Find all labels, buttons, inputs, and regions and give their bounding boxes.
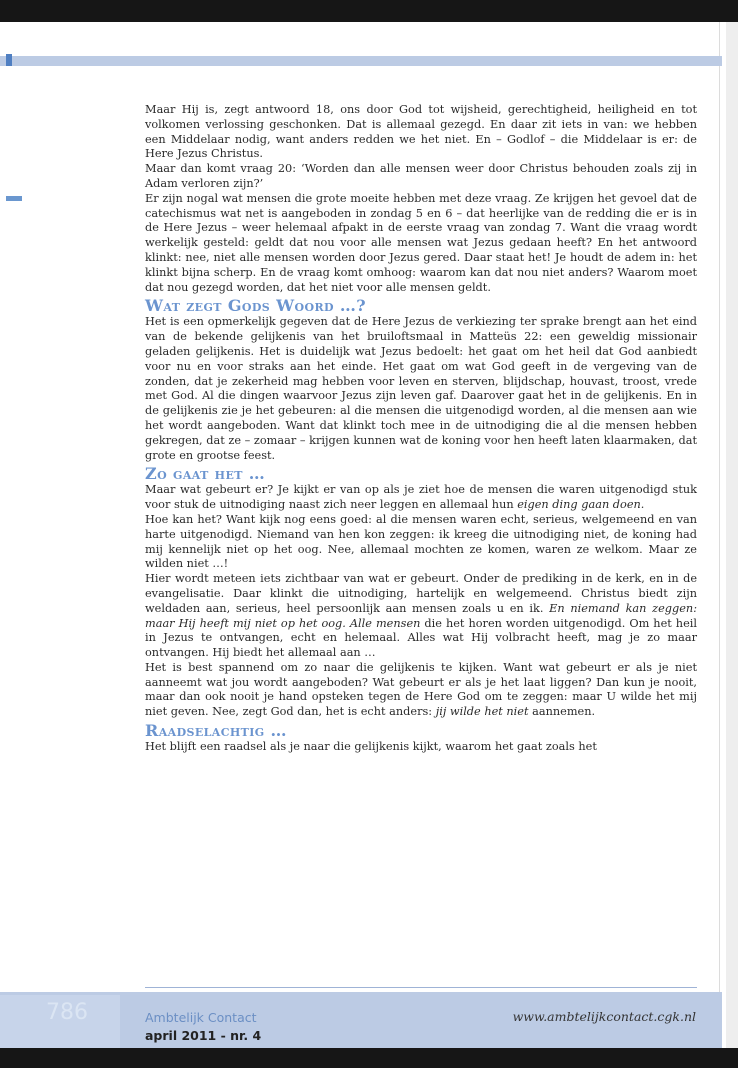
paragraph: Er zijn nogal wat mensen die grote moeite hebben met deze vraag. Ze krijgen het gevoel dat de catechismus wat net is aangeboden in zondag 5 en 6 – dat heerlijke van de redding die er is in de Here Jezus – weer helemaal afpakt in de eerste vraag van zondag 7. Want die vraag wordt werkelijk gesteld: geldt dat nou voor alle mensen wat Jezus gedaan heeft? En het antwoord klinkt: nee, niet alle mensen worden door Jezus gered. Daar staat het! Je houdt de adem in: het klinkt bijna scherp. En de vraag komt omhoog: waarom kan dat nou niet anders? Waarom moet dat nou gezegd worden, dat het niet voor alle mensen geldt. bbox=[145, 191, 697, 294]
paragraph: Het is een opmerkelijk gegeven dat de Here Jezus de verkiezing ter sprake brengt aan het eind van de bekende gelijkenis van het bruiloftsmaal in Matteüs 22: een geweldig missionair geladen gelijkenis. Het is duidelijk wat Jezus bedoelt: het gaat om het heil dat God aanbiedt voor nu en voor straks aan het einde. Het gaat om wat God geeft in de vergeving van de zonden, dat je zekerheid mag hebben voor leven en sterven, blijdschap, houvast, troost, vrede met God. Al die dingen waarvoor Jezus zijn leven gaf. Daarover gaat het in de gelijkenis. En in de gelijkenis zie je het gebeuren: al die mensen die uitgenodigd worden, al die mensen aan wie het wordt aangeboden. Want dat klinkt toch mee in de uitnodiging die al die mensen hebben gekregen, dat ze – zomaar – krijgen kunnen wat de koning voor hen heeft laten klaarmaken, dat grote en grootse feest. bbox=[145, 315, 697, 462]
paragraph-text: aannemen. bbox=[528, 705, 596, 719]
paragraph: Het blijft een raadsel als je naar die gelijkenis kijkt, waarom het gaat zoals het bbox=[145, 740, 597, 754]
emphasis-text: jij wilde het niet bbox=[435, 705, 529, 719]
page-number: 786 bbox=[46, 1000, 88, 1025]
paragraph: Maar Hij is, zegt antwoord 18, ons door God tot wijsheid, gerechtigheid, heiligheid en tot volkomen verlossing geschonken. Dat is allemaal gezegd. En daar zit iets in van: we hebben een Middelaar nodig, want anders redden we het niet. En – Godlof – die Middelaar is er: de Here Jezus Christus. bbox=[145, 103, 697, 161]
issue-info: april 2011 - nr. 4 bbox=[145, 1028, 262, 1043]
paragraph bbox=[145, 483, 697, 513]
scan-top-border bbox=[0, 0, 738, 22]
margin-marker bbox=[6, 196, 22, 201]
website-link[interactable]: www.ambtelijkcontact.cgk.nl bbox=[512, 1009, 696, 1024]
page-edge-line bbox=[719, 22, 720, 1048]
footer-masthead bbox=[145, 1009, 261, 1045]
section-heading: Zo gaat het … bbox=[145, 464, 266, 484]
section-heading: Wat zegt Gods Woord …? bbox=[145, 296, 367, 316]
article-column bbox=[145, 103, 697, 755]
scan-right-edge bbox=[726, 22, 738, 1048]
paragraph-text: die het horen worden uitgenodigd. Om het heil in Jezus te ontvangen, echt en helemaal. Alles wat Hij volbracht heeft, mag je zo maar ontvangen. Hij biedt het allemaal aan … bbox=[145, 616, 697, 660]
header-band-accent bbox=[6, 54, 12, 66]
paragraph-text: Maar wat gebeurt er? Je kijkt er van op als je ziet hoe de mensen die waren uitgenodigd stuk voor stuk de uitnodiging naast zich neer leggen en allemaal hun bbox=[145, 483, 697, 512]
scan-bottom-border bbox=[0, 1048, 738, 1068]
paragraph: Hoe kan het? Want kijk nog eens goed: al die mensen waren echt, serieus, welgemeend en van harte uitgenodigd. Niemand van hen kon zeggen: ik kreeg die uitnodiging niet, de koning had mij kennelijk niet op het oog. Nee, allemaal mochten ze komen, waren ze welkom. Maar ze wilden niet …! bbox=[145, 512, 697, 571]
paragraph bbox=[145, 661, 697, 720]
paragraph: Maar dan komt vraag 20: ‘Worden dan alle mensen weer door Christus behouden zoals zij in Adam verloren zijn?’ bbox=[145, 162, 697, 190]
paragraph-text: Het is best spannend om zo naar die gelijkenis te kijken. Want wat gebeurt er als je niet aanneemt wat jou wordt aangeboden? Wat gebeurt er als je het laat liggen? Dan kun je nooit, maar dan ook nooit je hand opsteken tegen de Here God om te zeggen: maar U wilde het mij niet geven. Nee, zegt God dan, het is echt anders: bbox=[145, 660, 697, 719]
paragraph-text: Hier wordt meteen iets zichtbaar van wat er gebeurt. Onder de prediking in de kerk, en in de evangelisatie. Daar klinkt die uitnodiging, hartelijk en welgemeend. Christus biedt zijn weldaden aan, serieus, heel persoonlijk aan mensen zoals u en ik. bbox=[145, 572, 697, 615]
paragraph bbox=[145, 572, 697, 661]
section-heading: Raadselachtig … bbox=[145, 721, 287, 741]
footer-rule bbox=[145, 987, 697, 988]
header-band bbox=[0, 56, 722, 66]
emphasis-text: En niemand kan zeggen: maar Hij heeft mij niet op het oog. Alle mensen bbox=[145, 601, 697, 630]
emphasis-text: eigen ding gaan doen. bbox=[517, 498, 645, 512]
journal-name: Ambtelijk Contact bbox=[145, 1010, 257, 1025]
